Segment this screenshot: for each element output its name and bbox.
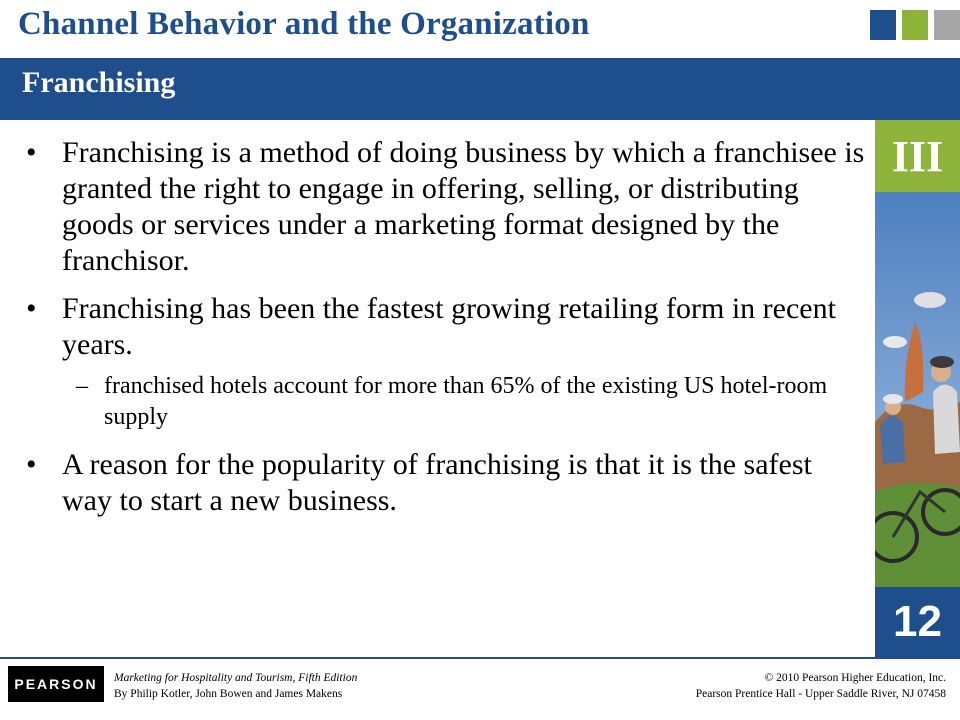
bullet-text: Franchising is a method of doing business by which a franchisee is granted the right to engage in offering, selling, or distributing goods or services under a marketing format designed by the franchisor. <box>62 136 865 277</box>
side-panel <box>875 120 960 657</box>
bullet-item <box>22 291 867 363</box>
sub-bullet-text: franchised hotels account for more than 65% of the existing US hotel-room supply <box>104 373 828 430</box>
footer-copyright <box>696 670 946 702</box>
bullet-marker: • <box>26 136 37 169</box>
slide-title: Channel Behavior and the Organization <box>18 6 590 42</box>
chapter-badge <box>875 587 960 657</box>
gray-square-icon <box>934 10 960 40</box>
bullet-marker: • <box>26 292 37 325</box>
subtitle-bar <box>0 58 960 120</box>
footer-divider <box>0 657 960 659</box>
slide-content <box>22 135 867 531</box>
copyright-text: © 2010 Pearson Higher Education, Inc. <box>764 672 946 684</box>
sub-bullet-marker: – <box>76 373 88 399</box>
footer-book-info <box>114 670 357 702</box>
bullet-text: A reason for the popularity of franchising is that it is the safest way to start a new business. <box>62 448 812 517</box>
section-number: III <box>891 131 944 181</box>
book-authors: By Philip Kotler, John Bowen and James Makens <box>114 688 343 700</box>
logo-text: PEARSON <box>14 676 98 692</box>
sub-bullet-item <box>22 371 867 433</box>
pearson-logo <box>8 666 104 702</box>
bullet-item <box>22 135 867 279</box>
section-badge <box>875 120 960 192</box>
book-title: Marketing for Hospitality and Tourism, Fifth Edition <box>114 672 358 684</box>
blue-square-icon <box>870 10 896 40</box>
green-square-icon <box>902 10 928 40</box>
bullet-text: Franchising has been the fastest growing retailing form in recent years. <box>62 292 836 361</box>
bullet-marker: • <box>26 448 37 481</box>
decorative-squares <box>870 10 960 40</box>
publisher-text: Pearson Prentice Hall - Upper Saddle River, NJ 07458 <box>695 688 946 700</box>
slide-subtitle: Franchising <box>22 66 176 99</box>
bullet-item <box>22 447 867 519</box>
chapter-number: 12 <box>893 597 942 646</box>
cyclists-photo <box>875 192 960 587</box>
